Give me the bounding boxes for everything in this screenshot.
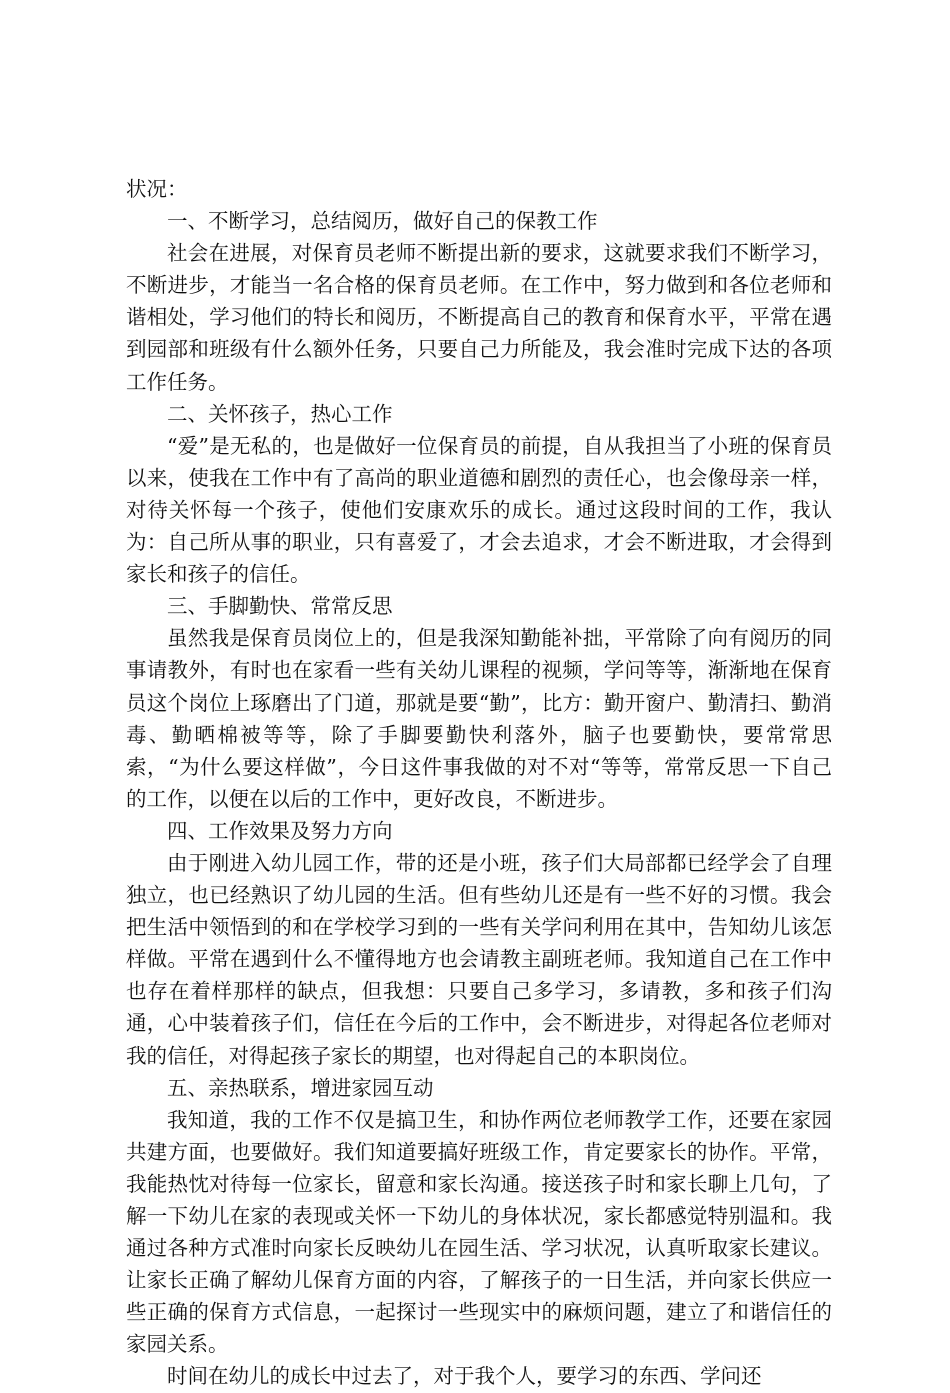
section-heading-5: 五、亲热联系，增进家园互动 bbox=[167, 1075, 434, 1100]
section-paragraph-1: 社会在进展，对保育员老师不断提出新的要求，这就要求我们不断学习，不断进步，才能当一名合格的保育员老师。在工作中，努力做到和各位老师和谐相处，学习他们的特长和阅历，不断提高自己的教育和保育水平，平常在遇到园部和班级有什么额外任务，只要自己力所能及，我会准时完成下达的各项工作任务。 bbox=[126, 241, 832, 394]
section-heading-4: 四、工作效果及努力方向 bbox=[167, 818, 393, 843]
section-paragraph-5: 我知道，我的工作不仅是搞卫生，和协作两位老师教学工作，还要在家园共建方面，也要做好。我们知道要搞好班级工作，肯定要家长的协作。平常，我能热忱对待每一位家长，留意和家长沟通。接送孩子时和家长聊上几句，了解一下幼儿在家的表现或关怀一下幼儿的身体状况，家长都感觉特别温和。我通过各种方式准时向家长反映幼儿在园生活、学习状况，认真听取家长建议。让家长正确了解幼儿保育方面的内容，了解孩子的一日生活，并向家长供应一些正确的保育方式信息，一起探讨一些现实中的麻烦问题，建立了和谐信任的家园关系。 bbox=[126, 1107, 832, 1357]
section-paragraph-4: 由于刚进入幼儿园工作，带的还是小班，孩子们大局部都已经学会了自理独立，也已经熟识了幼儿园的生活。但有些幼儿还是有一些不好的习惯。我会把生活中领悟到的和在学校学习到的一些有关学问利用在其中，告知幼儿该怎样做。平常在遇到什么不懂得地方也会请教主副班老师。我知道自己在工作中也存在着样那样的缺点，但我想：只要自己多学习，多请教，多和孩子们沟通，心中装着孩子们，信任在今后的工作中，会不断进步，对得起各位老师对我的信任，对得起孩子家长的期望，也对得起自己的本职岗位。 bbox=[126, 850, 832, 1068]
closing-paragraph: 时间在幼儿的成长中过去了，对于我个人，要学习的东西、学问还 bbox=[167, 1364, 762, 1389]
section-heading-2: 二、关怀孩子，热心工作 bbox=[167, 401, 393, 426]
section-heading-3: 三、手脚勤快、常常反思 bbox=[167, 594, 393, 619]
section-paragraph-3: 虽然我是保育员岗位上的，但是我深知勤能补拙，平常除了向有阅历的同事请教外，有时也在家看一些有关幼儿课程的视频，学问等等，渐渐地在保育员这个岗位上琢磨出了门道，那就是要“勤”，比方：勤开窗户、勤清扫、勤消毒、勤晒棉被等等，除了手脚要勤快利落外，脑子也要勤快，要常常思索，“为什么要这样做”，今日这件事我做的对不对“等等，常常反思一下自己的工作，以便在以后的工作中，更好改良，不断进步。 bbox=[126, 626, 832, 811]
section-heading-1: 一、不断学习，总结阅历，做好自己的保教工作 bbox=[167, 209, 598, 234]
section-paragraph-2: “爱”是无私的，也是做好一位保育员的前提，自从我担当了小班的保育员以来，使我在工作中有了高尚的职业道德和剧烈的责任心，也会像母亲一样，对待关怀每一个孩子，使他们安康欢乐的成长。通过这段时间的工作，我认为：自己所从事的职业，只有喜爱了，才会去追求，才会不断进取，才会得到家长和孩子的信任。 bbox=[126, 433, 832, 587]
document-body bbox=[126, 173, 832, 1393]
lead-text: 状况： bbox=[126, 177, 188, 201]
